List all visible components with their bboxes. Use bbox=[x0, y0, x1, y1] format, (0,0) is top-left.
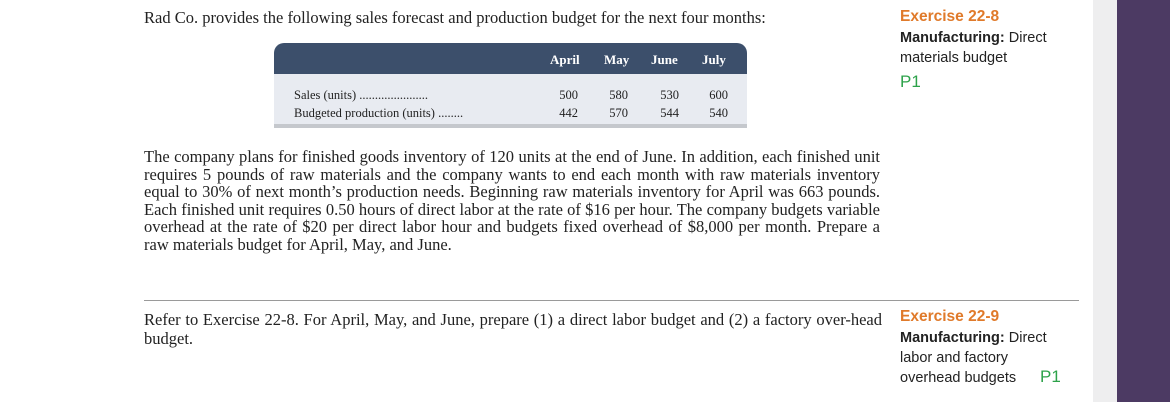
exercise-22-8-objective: P1 bbox=[900, 72, 921, 91]
exercise-22-9-desc-line2: labor and factory bbox=[900, 350, 1009, 366]
section-divider bbox=[144, 300, 1079, 301]
exercise-22-8-description bbox=[900, 28, 1080, 68]
exercise-22-8-paragraph: The company plans for finished goods inventory of 120 units at the end of June. In addition, each finished unit requires 5 pounds of raw materials and the company wants to end each month with raw materials inventory equal to 30% of next month’s production needs. Beginning raw materials inventory for April was 663 pounds. Each finished unit requires 0.50 hours of direct labor at the rate of $16 per hour. The company budgets variable overhead at the rate of $20 per direct labor hour and budgets fixed overhead of $8,000 per month. Prepare a raw materials budget for April, May, and June. bbox=[144, 147, 880, 254]
row-label-production: Budgeted production (units) ........ bbox=[294, 106, 464, 120]
exercise-22-9-paragraph: Refer to Exercise 22-8. For April, May, and June, prepare (1) a direct labor budget and (2) a factory over-head budget. bbox=[144, 310, 882, 348]
col-july: July bbox=[702, 52, 726, 67]
cell-prod-july: 540 bbox=[709, 106, 728, 120]
cell-sales-april: 500 bbox=[559, 88, 578, 102]
cell-prod-june: 544 bbox=[660, 106, 679, 120]
row-label-sales: Sales (units) ...................... bbox=[294, 88, 429, 102]
exercise-22-9-desc-line1: Direct bbox=[1008, 330, 1047, 346]
table-header bbox=[274, 43, 747, 74]
table-body bbox=[274, 74, 747, 128]
exercise-22-9-title: Exercise 22-9 bbox=[900, 308, 1000, 325]
col-may: May bbox=[604, 52, 630, 67]
cell-sales-july: 600 bbox=[709, 88, 728, 102]
exercise-22-9-objective: P1 bbox=[1040, 367, 1061, 386]
side-color-bar bbox=[1117, 0, 1170, 402]
sales-production-table bbox=[274, 43, 747, 128]
cell-sales-may: 580 bbox=[609, 88, 628, 102]
exercise-22-9-desc-line3: overhead budgets bbox=[900, 370, 1017, 386]
cell-prod-may: 570 bbox=[609, 106, 628, 120]
col-june: June bbox=[651, 52, 678, 67]
exercise-22-8-category: Manufacturing: bbox=[900, 30, 1005, 46]
exercise-22-8-desc-line1: Direct bbox=[1008, 30, 1047, 46]
col-april: April bbox=[550, 52, 580, 67]
exercise-22-9-category: Manufacturing: bbox=[900, 330, 1005, 346]
cell-prod-april: 442 bbox=[559, 106, 578, 120]
cell-sales-june: 530 bbox=[660, 88, 679, 102]
exercise-22-8-desc-line2: materials budget bbox=[900, 50, 1008, 66]
exercise-22-8-intro: Rad Co. provides the following sales forecast and production budget for the next four months: bbox=[144, 8, 766, 27]
exercise-22-8-title: Exercise 22-8 bbox=[900, 8, 1000, 25]
